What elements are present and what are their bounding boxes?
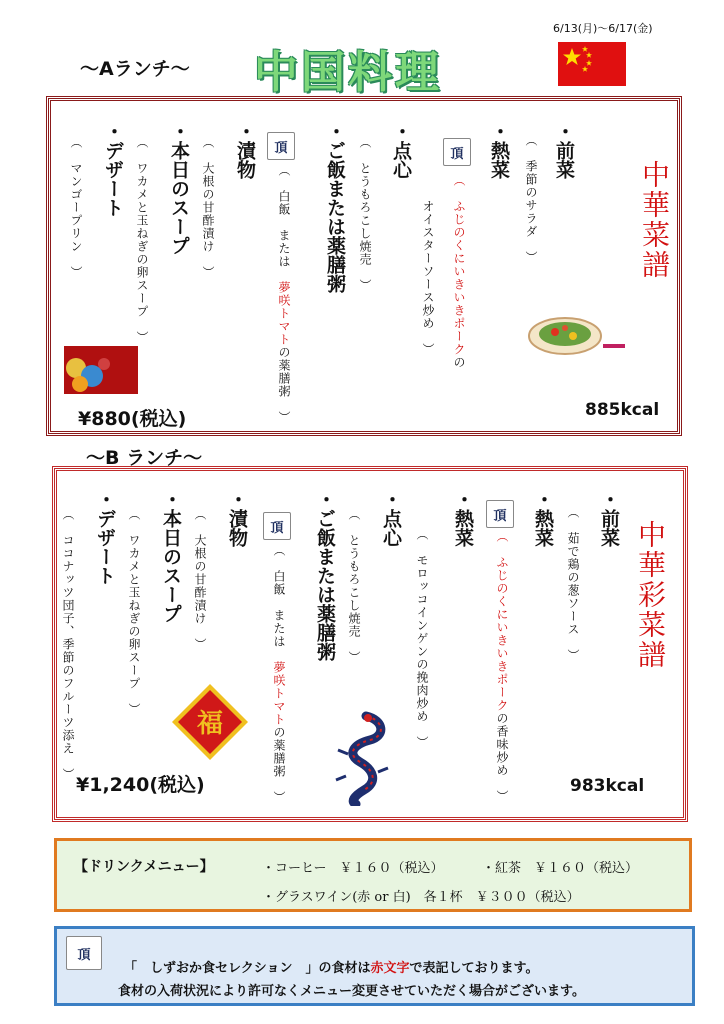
lunch-a-course-head: ・前菜	[553, 122, 575, 179]
lunch-b-course-sub: （ 茹で鶏の葱ソース ）	[566, 506, 580, 662]
shizuoka-seal-icon: 頂	[443, 138, 471, 166]
lunch-a-course-head: ・デザート	[102, 122, 124, 217]
lunch-b-course-sub: （ モロッコインゲンの挽肉炒め ）	[415, 528, 429, 749]
lunch-b-label: 〜B ランチ〜	[86, 447, 203, 469]
lunch-a-course-sub: （ ふじのくにいきいきポークの	[452, 174, 466, 369]
lunch-b-course-head: ・ご飯または薬膳粥	[314, 490, 336, 661]
lunch-a-course-sub: （ 季節のサラダ ）	[524, 134, 538, 264]
lunch-a-label: 〜Aランチ〜	[80, 58, 190, 80]
lunch-a-course-sub: （ とうもろこし焼売 ）	[358, 136, 372, 292]
notice-line-2: 食材の入荷状況により許可なくメニュー変更させていただく場合がございます。	[118, 984, 585, 999]
drink-tea: ・紅茶 ￥１６０（税込）	[482, 861, 639, 876]
lunch-b-course-head: ・デザート	[94, 490, 116, 585]
lanterns-image	[64, 346, 138, 394]
svg-text:福: 福	[196, 709, 224, 739]
lunch-b-course-head: ・熱菜	[532, 490, 554, 547]
lunch-b-price: ¥1,240(税込)	[76, 774, 205, 796]
lunch-b-course-sub: （ 大根の甘酢漬け ）	[193, 508, 207, 651]
shizuoka-seal-icon: 頂	[66, 936, 102, 970]
salad-plate-image	[525, 310, 630, 358]
lunch-a-menu-title: 中華菜譜	[638, 160, 671, 280]
drink-coffee: ・コーヒー ￥１６０（税込）	[262, 861, 444, 876]
notice-line-1: 「 しずおか食セレクション 」の食材は赤文字で表記しております。	[124, 961, 539, 976]
lunch-a-course-sub: （ マンゴープリン ）	[69, 136, 83, 279]
lunch-a-course-sub: （ 大根の甘酢漬け ）	[201, 136, 215, 279]
fu-diamond-image	[170, 682, 250, 762]
page-title: 中国料理	[254, 47, 442, 98]
lunch-b-course-head: ・漬物	[226, 490, 248, 547]
lunch-a-course-sub2: オイスターソース炒め ）	[421, 200, 435, 356]
lunch-a-course-head: ・点心	[390, 122, 412, 179]
lunch-a-course-head: ・本日のスープ	[168, 122, 190, 255]
lunch-b-menu-title: 中華彩菜譜	[634, 520, 667, 670]
china-flag-icon	[558, 42, 626, 86]
lunch-b-kcal: 983kcal	[570, 776, 645, 796]
lunch-b-course-head: ・本日のスープ	[160, 490, 182, 623]
shizuoka-seal-icon: 頂	[263, 512, 291, 540]
dragon-image	[326, 710, 394, 806]
lunch-a-kcal: 885kcal	[585, 400, 660, 420]
lunch-b-course-sub: （ ココナッツ団子、季節のフルーツ添え ）	[61, 508, 75, 781]
lunch-a-course-sub: （ 白飯 または 夢咲トマトの薬膳粥 ）	[277, 164, 291, 424]
shizuoka-seal-icon: 頂	[486, 500, 514, 528]
lunch-a-course-head: ・熱菜	[488, 122, 510, 179]
shizuoka-seal-icon: 頂	[267, 132, 295, 160]
lunch-b-course-head: ・点心	[380, 490, 402, 547]
lunch-a-price: ¥880(税込)	[78, 408, 187, 430]
lunch-a-course-head: ・漬物	[234, 122, 256, 179]
lunch-b-course-sub: （ とうもろこし焼売 ）	[347, 508, 361, 664]
drink-wine: ・グラスワイン(赤 or 白) 各１杯 ￥３００（税込）	[262, 890, 580, 905]
lunch-b-course-sub: （ ワカメと玉ねぎの卵スープ ）	[127, 508, 141, 716]
lunch-b-course-sub: （ 白飯 または 夢咲トマトの薬膳粥 ）	[272, 544, 286, 804]
lunch-a-course-sub: （ ワカメと玉ねぎの卵スープ ）	[135, 136, 149, 344]
lunch-a-course-head: ・ご飯または薬膳粥	[324, 122, 346, 293]
drink-menu-label: 【ドリンクメニュー】	[74, 859, 214, 875]
lunch-b-course-head: ・前菜	[598, 490, 620, 547]
lunch-b-course-sub: （ ふじのくにいきいきポークの香味炒め ）	[495, 530, 509, 803]
date-range: 6/13(月)〜6/17(金)	[553, 22, 653, 35]
lunch-b-course-head: ・熱菜	[452, 490, 474, 547]
